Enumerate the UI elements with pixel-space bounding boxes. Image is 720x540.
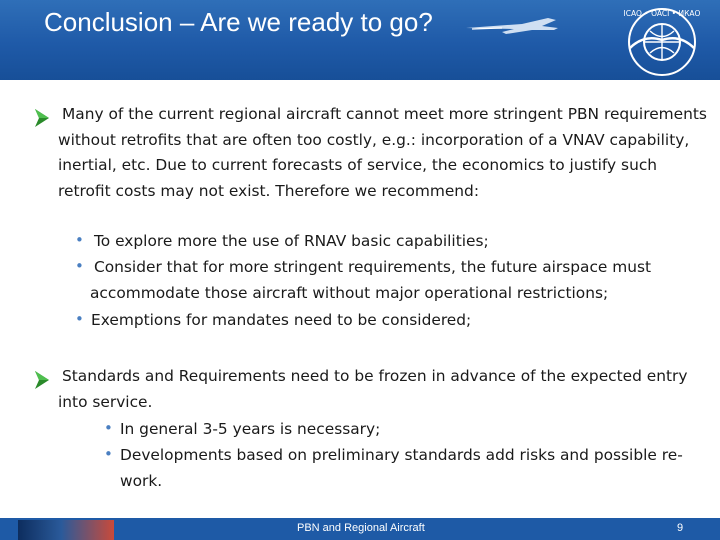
sub-bullet-text: To explore more the use of RNAV basic capabilities; [94,232,489,250]
header-bar [0,0,720,80]
bullet-paragraph: Standards and Requirements need to be frozen in advance of the expected entry into service. [58,367,688,411]
sub-bullet-dot: • [75,231,84,249]
slide-title: Conclusion – Are we ready to go? [44,7,433,37]
sub-bullet-text: Exemptions for mandates need to be considered; [91,311,472,329]
icao-emblem-icon [624,4,700,78]
sub-bullet-text: In general 3-5 years is necessary; [120,420,381,438]
bullet-paragraph: Many of the current regional aircraft cannot meet more stringent PBN requirements without retrofits that are often too costly, e.g.: incorporation of a VNAV capability, inertial, etc. Due to current forecasts of service, the economics to justify such retrofit costs may not exist. Therefore we recommend: [58,105,707,200]
footer-bar [0,518,720,540]
page-number: 9 [677,522,684,534]
arrow-bullet-icon [34,370,50,390]
sub-bullet-dot: • [104,419,113,437]
airplane-icon [462,14,560,38]
svg-text:ICAO • OACI • ИКАО: ICAO • OACI • ИКАО [624,9,700,18]
footer-caption: PBN and Regional Aircraft [297,522,425,534]
footer-thumbnail-image [18,520,114,540]
sub-bullet-dot: • [75,257,84,275]
sub-bullet-text: Consider that for more stringent requirements, the future airspace must accommodate those aircraft without major operational restrictions; [90,258,652,302]
sub-bullet-dot: • [104,445,113,463]
arrow-bullet-icon [34,108,50,128]
sub-bullet-text: Developments based on preliminary standards add risks and possible re-work. [120,446,683,490]
sub-bullet-dot: • [75,310,84,328]
